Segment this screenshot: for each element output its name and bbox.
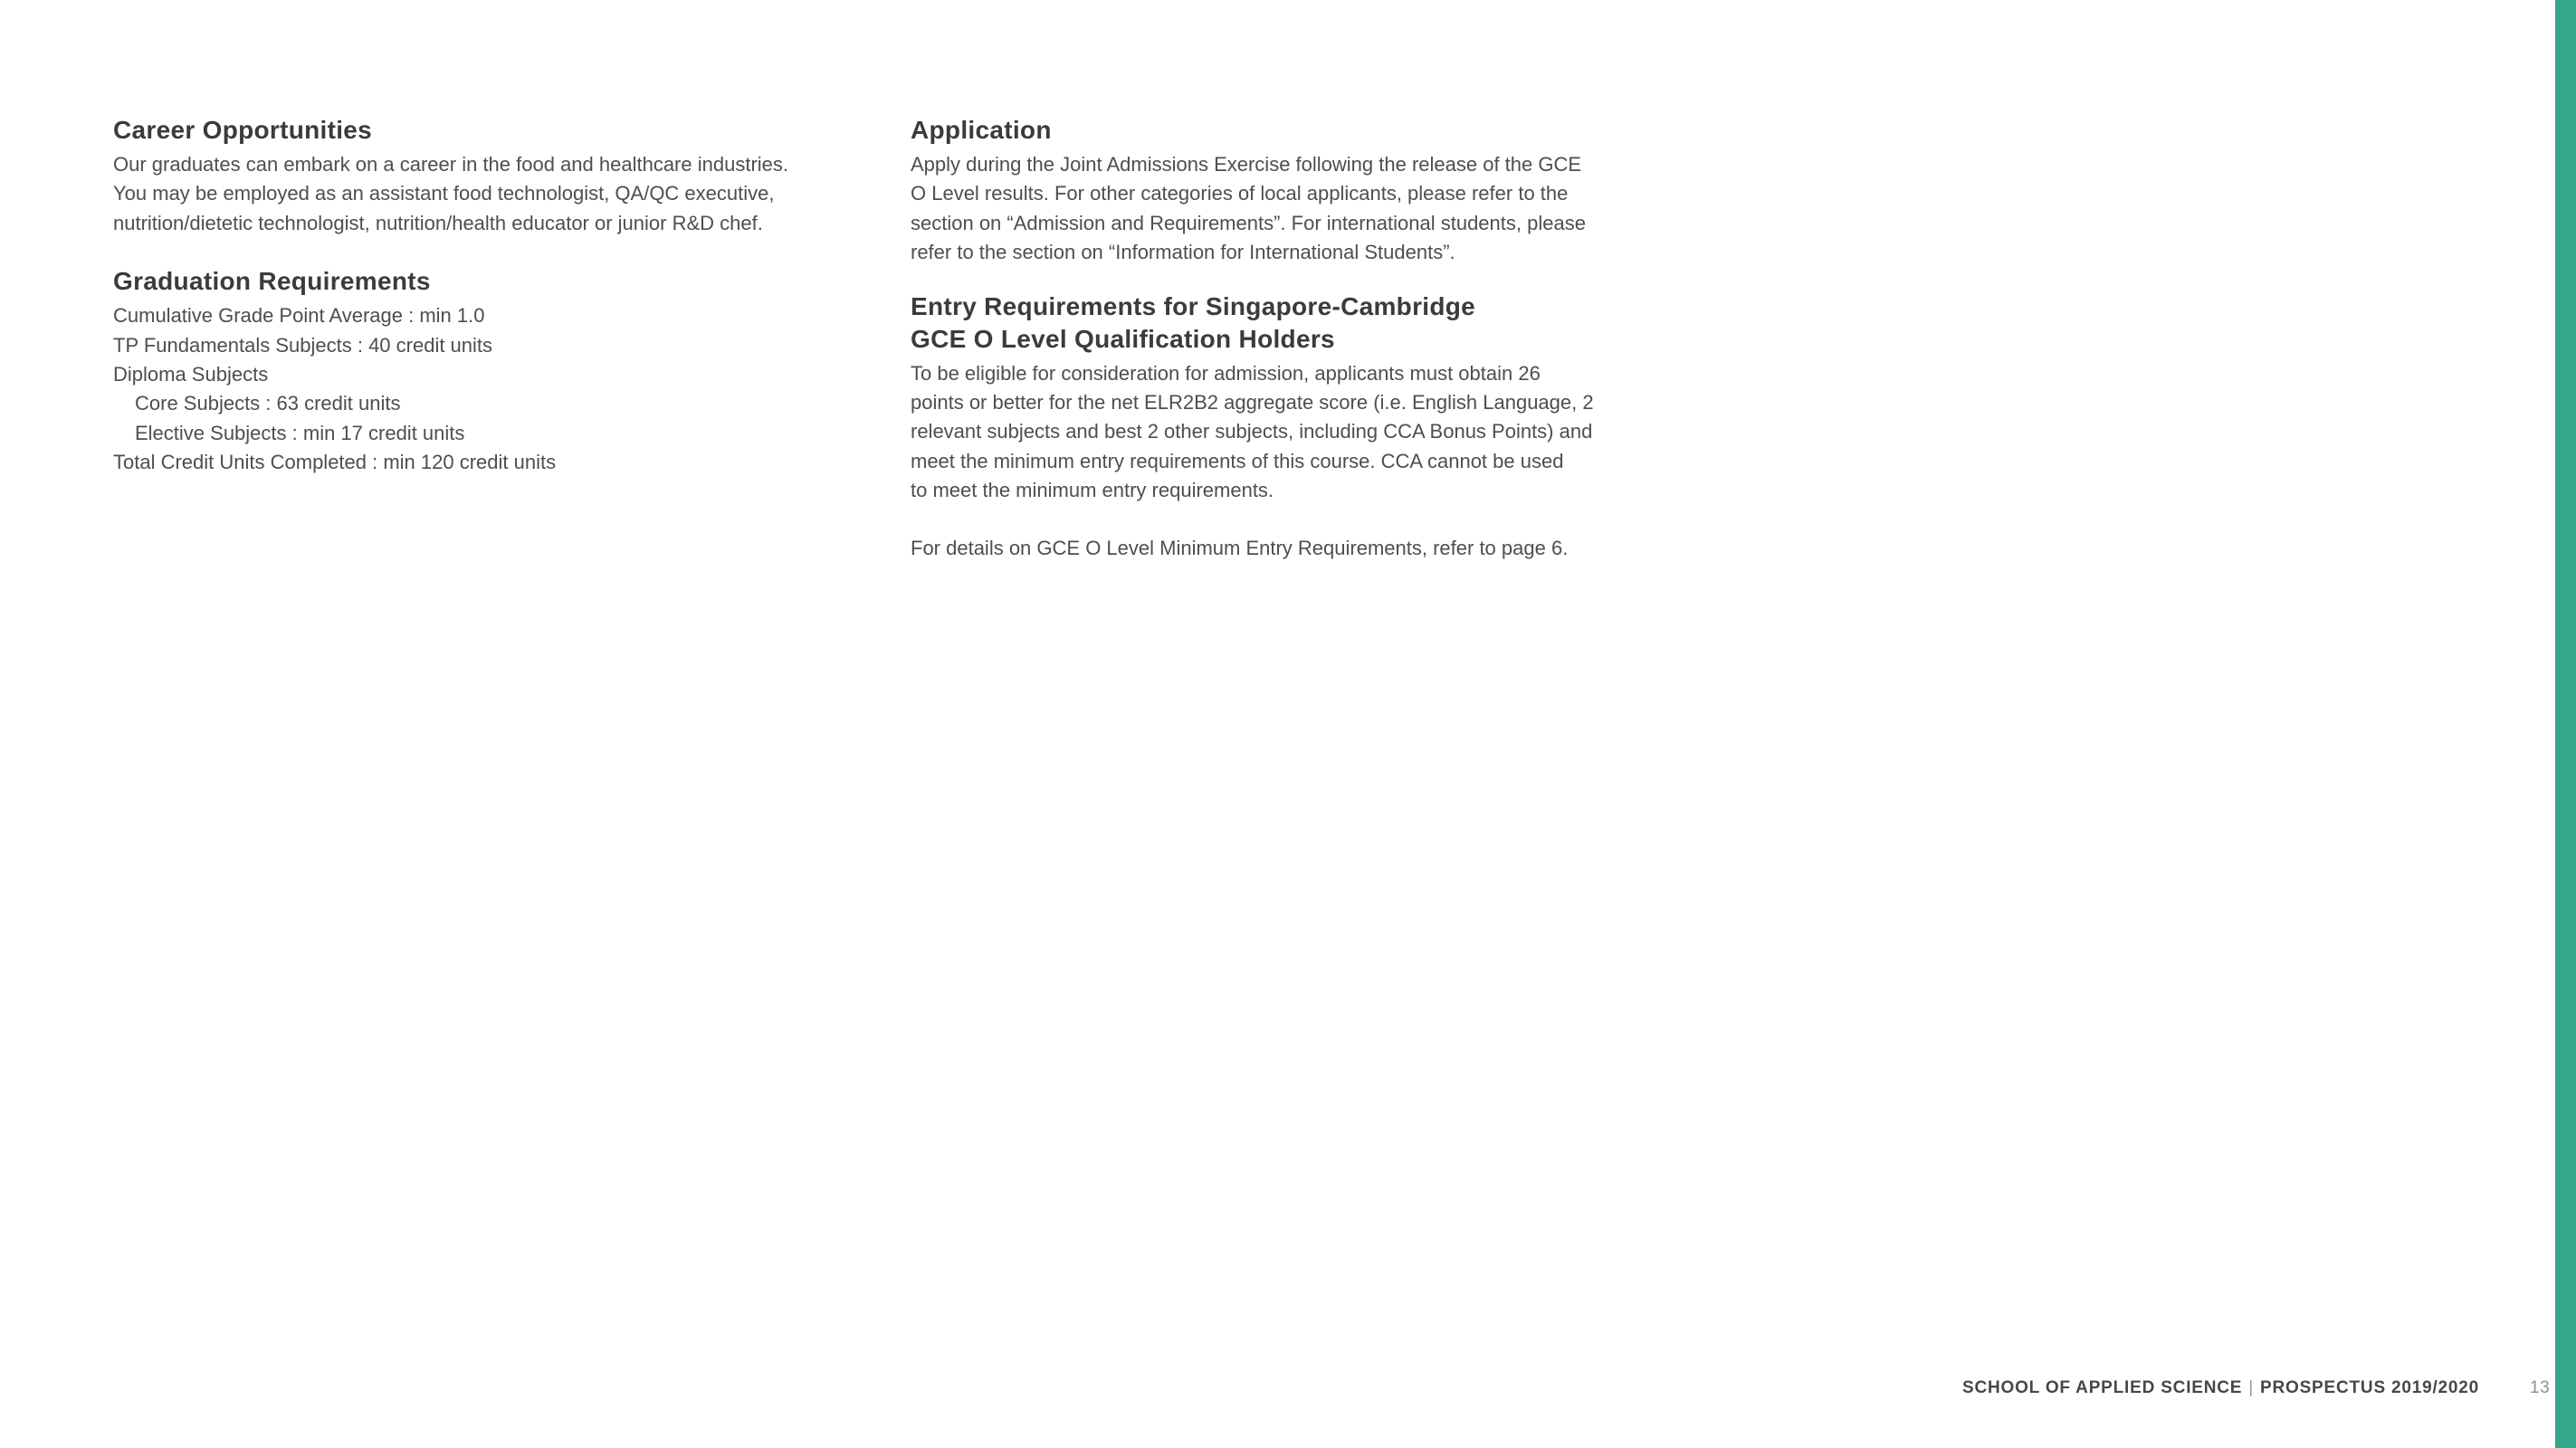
entry-requirements-note xyxy=(911,534,1712,563)
body-line: nutrition/dietetic technologist, nutrition/health educator or junior R&D chef. xyxy=(113,211,763,234)
requirement-line: Cumulative Grade Point Average : min 1.0 xyxy=(113,304,485,328)
graduation-requirements-heading: Graduation Requirements xyxy=(113,267,431,296)
application-section xyxy=(911,114,1712,268)
graduation-requirements-list xyxy=(113,301,901,477)
body-line: relevant subjects and best 2 other subjects, including CCA Bonus Points) and xyxy=(911,420,1593,443)
body-line: O Level results. For other categories of local applicants, please refer to the xyxy=(911,182,1569,205)
body-line: to meet the minimum entry requirements. xyxy=(911,479,1274,502)
entry-requirements-heading-line2: GCE O Level Qualification Holders xyxy=(911,324,1335,353)
body-line: To be eligible for consideration for admission, applicants must obtain 26 xyxy=(911,361,1541,385)
body-line: Apply during the Joint Admissions Exercise following the release of the GCE xyxy=(911,153,1582,176)
body-line: refer to the section on “Information for International Students”. xyxy=(911,241,1455,264)
page-number: 13 xyxy=(2530,1378,2551,1397)
footer-separator: | xyxy=(2248,1378,2255,1397)
accent-bar xyxy=(2555,0,2576,1448)
requirement-line: Diploma Subjects xyxy=(113,363,269,386)
body-line: You may be employed as an assistant food technologist, QA/QC executive, xyxy=(113,182,775,205)
requirement-line: Total Credit Units Completed : min 120 credit units xyxy=(113,451,557,474)
requirement-line-indented: Core Subjects : 63 credit units xyxy=(135,392,401,415)
body-line: Our graduates can embark on a career in the food and healthcare industries. xyxy=(113,153,789,176)
entry-requirements-paragraph xyxy=(911,359,1712,506)
requirement-line: TP Fundamentals Subjects : 40 credit units xyxy=(113,333,493,357)
body-line: points or better for the net ELR2B2 aggregate score (i.e. English Language, 2 xyxy=(911,391,1594,414)
entry-requirements-section xyxy=(911,291,1712,563)
career-opportunities-paragraph xyxy=(113,150,901,238)
requirement-line-indented: Elective Subjects : min 17 credit units xyxy=(135,421,465,444)
left-column xyxy=(113,114,901,478)
graduation-requirements-section xyxy=(113,265,901,477)
page-footer xyxy=(1962,1378,2550,1398)
body-line: section on “Admission and Requirements”. For international students, please xyxy=(911,211,1586,234)
career-opportunities-heading: Career Opportunities xyxy=(113,116,373,144)
body-line: meet the minimum entry requirements of this course. CCA cannot be used xyxy=(911,449,1564,472)
footer-school-label: SCHOOL OF APPLIED SCIENCE xyxy=(1962,1378,2243,1397)
right-column xyxy=(911,114,1712,563)
body-line: For details on GCE O Level Minimum Entry Requirements, refer to page 6. xyxy=(911,536,1569,559)
career-opportunities-section xyxy=(113,114,901,238)
footer-prospectus-label: PROSPECTUS 2019/2020 xyxy=(2260,1378,2480,1397)
entry-requirements-heading-line1: Entry Requirements for Singapore-Cambridge xyxy=(911,291,1476,320)
application-paragraph xyxy=(911,150,1712,268)
application-heading: Application xyxy=(911,116,1052,144)
